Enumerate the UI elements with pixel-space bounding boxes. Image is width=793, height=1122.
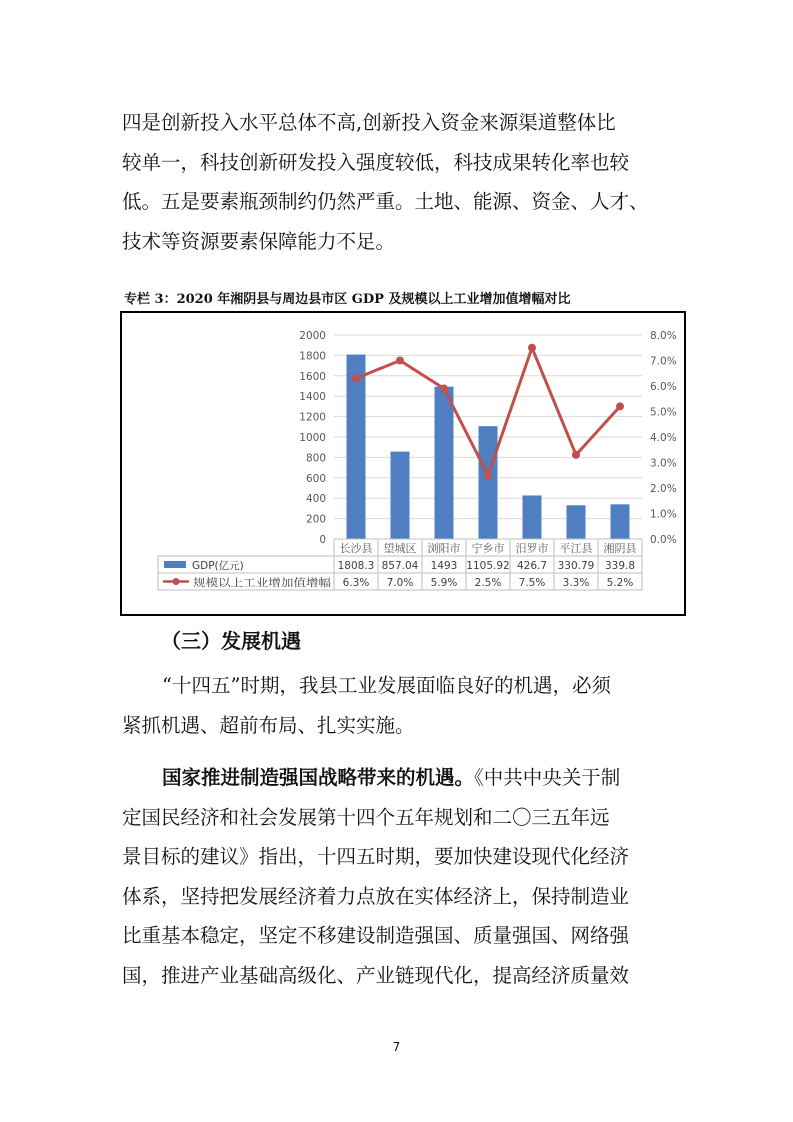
growth-value-label: 7.5% xyxy=(518,577,546,589)
legend-bar-label: GDP(亿元) xyxy=(192,560,244,572)
para-lead-rest: 《中共中央关于制 xyxy=(474,766,621,789)
right-axis-tick-label: 1.0% xyxy=(650,508,677,521)
intro-line: 低。五是要素瓶颈制约仍然严重。土地、能源、资金、人才、 xyxy=(122,190,649,213)
para-line: 国，推进产业基础高级化、产业链现代化，提高经济质量效 xyxy=(122,963,630,987)
left-axis-tick-label: 1600 xyxy=(299,370,326,383)
gdp-bar xyxy=(479,426,498,539)
left-axis-tick-label: 1200 xyxy=(299,411,326,424)
gdp-value-label: 330.79 xyxy=(557,560,595,572)
gdp-bar xyxy=(611,504,630,539)
left-axis-tick-label: 800 xyxy=(305,452,326,465)
legend-line-marker xyxy=(173,578,180,585)
gdp-bar xyxy=(435,387,454,539)
left-axis-tick-label: 1000 xyxy=(299,432,326,444)
gdp-bar xyxy=(391,452,410,539)
section-title: （三）发展机遇 xyxy=(161,629,301,653)
intro-line: 技术等资源要素保障能力不足。 xyxy=(122,229,396,253)
category-label: 宁乡市 xyxy=(471,542,505,555)
right-axis-tick-label: 0.0% xyxy=(650,534,677,546)
right-axis-tick-label: 2.0% xyxy=(650,483,677,495)
chart-frame xyxy=(120,311,686,616)
right-axis-tick-label: 5.0% xyxy=(650,406,677,419)
gdp-bar xyxy=(567,505,586,539)
intro-line: 四是创新投入水平总体不高,创新投入资金来源渠道整体比 xyxy=(122,111,616,134)
para-lead: 国家推进制造强国战略带来的机遇。 xyxy=(162,766,475,789)
left-axis-tick-label: 1800 xyxy=(299,350,326,363)
right-axis-tick-label: 6.0% xyxy=(650,381,677,393)
para-line: 体系，坚持把发展经济着力点放在实体经济上，保持制造业 xyxy=(122,884,630,908)
para-line: 比重基本稳定，坚定不移建设制造强国、质量强国、网络强 xyxy=(122,924,630,947)
chart-caption: 专栏 3：2020 年湘阴县与周边县市区 GDP 及规模以上工业增加值增幅对比 xyxy=(124,292,571,307)
left-axis-tick-label: 400 xyxy=(305,493,326,506)
gdp-value-label: 857.04 xyxy=(381,560,419,572)
category-label: 湘阴县 xyxy=(603,542,637,555)
para-line-first xyxy=(122,758,678,798)
gdp-bar xyxy=(523,495,542,539)
para-line: 定国民经济和社会发展第十四个五年规划和二〇三五年远 xyxy=(122,805,610,829)
growth-point xyxy=(352,374,360,382)
category-label: 长沙县 xyxy=(339,542,373,555)
legend-bar-key xyxy=(164,561,186,568)
growth-point xyxy=(440,385,448,393)
para-line: 景目标的建议》指出，十四五时期，要加快建设现代化经济 xyxy=(122,845,630,868)
growth-value-label: 2.5% xyxy=(474,577,502,589)
growth-value-label: 7.0% xyxy=(386,577,414,589)
left-axis-tick-label: 2000 xyxy=(299,330,326,342)
growth-value-label: 3.3% xyxy=(562,577,590,589)
category-label: 平江县 xyxy=(559,542,593,555)
paragraph-opportunity xyxy=(122,666,678,745)
left-axis-tick-label: 0 xyxy=(319,534,326,546)
left-axis-tick-label: 200 xyxy=(305,513,326,526)
growth-value-label: 5.9% xyxy=(430,577,458,589)
growth-value-label: 5.2% xyxy=(606,577,634,589)
gdp-value-label: 339.8 xyxy=(604,560,636,572)
category-label: 浏阳市 xyxy=(427,542,461,555)
growth-point xyxy=(528,344,536,352)
growth-point xyxy=(572,451,580,459)
combo-chart xyxy=(122,313,684,614)
right-axis-tick-label: 3.0% xyxy=(650,457,677,470)
growth-point xyxy=(484,471,492,479)
gdp-value-label: 426.7 xyxy=(516,560,548,572)
growth-point xyxy=(616,402,624,410)
gdp-value-label: 1808.3 xyxy=(337,560,375,572)
legend-line-label: 规模以上工业增加值增幅 xyxy=(193,577,309,589)
growth-value-label: 6.3% xyxy=(342,577,370,589)
page-number: 7 xyxy=(392,1040,401,1054)
para-line: “十四五”时期，我县工业发展面临良好的机遇，必须 xyxy=(162,674,611,697)
gdp-value-label: 1105.92 xyxy=(466,560,510,572)
left-axis-tick-label: 600 xyxy=(305,472,326,485)
gdp-value-label: 1493 xyxy=(430,560,458,572)
right-axis-tick-label: 4.0% xyxy=(650,432,677,444)
left-axis-tick-label: 1400 xyxy=(299,391,326,404)
para-line: 紧抓机遇、超前布局、扎实实施。 xyxy=(122,713,415,737)
category-label: 汨罗市 xyxy=(515,542,549,555)
intro-line: 较单一，科技创新研发投入强度较低，科技成果转化率也较 xyxy=(122,150,630,174)
right-axis-tick-label: 7.0% xyxy=(650,355,677,368)
growth-point xyxy=(396,357,404,365)
category-label: 望城区 xyxy=(383,542,417,555)
intro-paragraph xyxy=(122,103,678,261)
right-axis-tick-label: 8.0% xyxy=(650,330,677,342)
paragraph-manufacturing xyxy=(122,758,678,995)
